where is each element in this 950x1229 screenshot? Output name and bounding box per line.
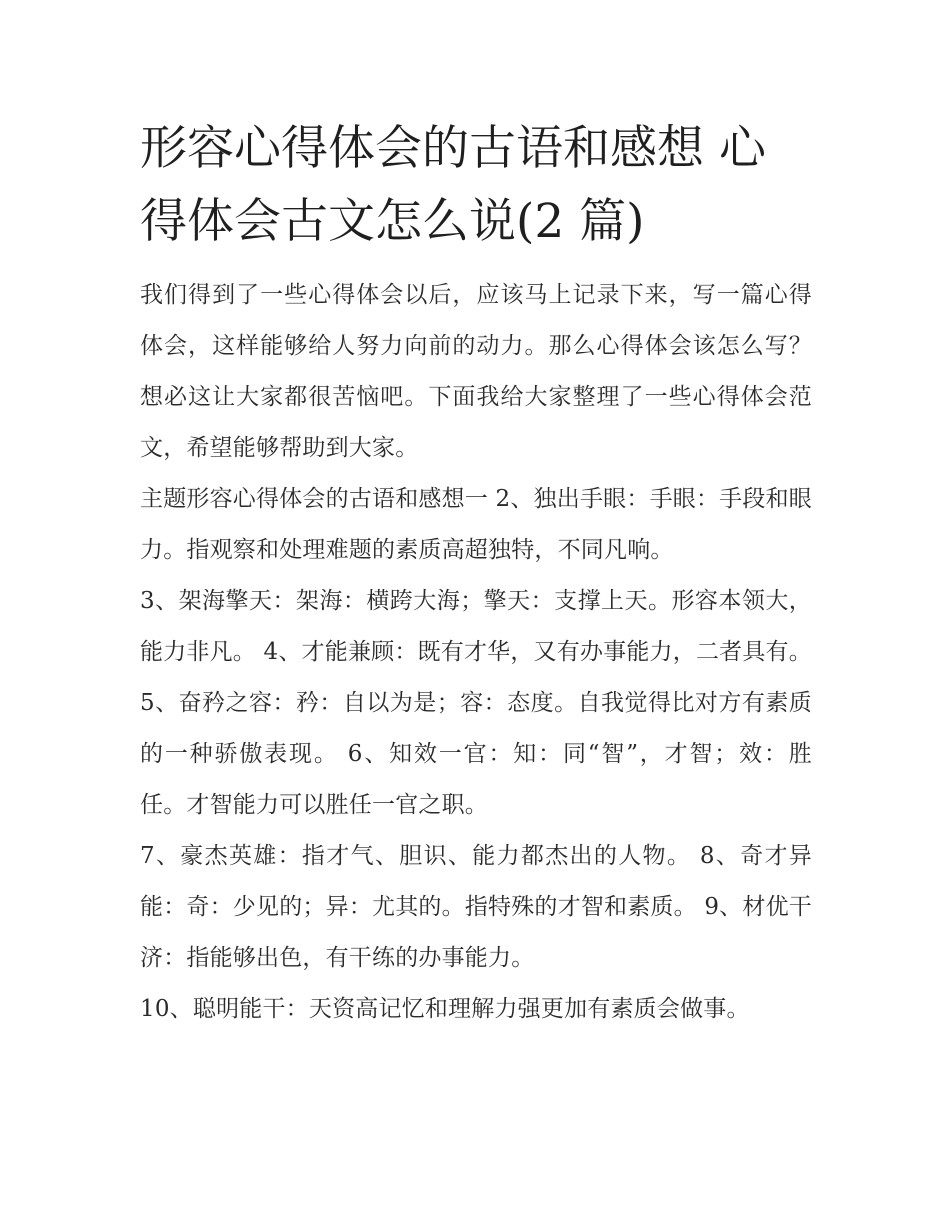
document-body [140, 112, 812, 1035]
paragraph-items-5-6: 5、奋矜之容：矜：自以为是；容：态度。自我觉得比对方有素质的一种骄傲表现。 6、知效一官：知：同“智”，才智；效：胜任。才智能力可以胜任一官之职。 [140, 690, 812, 818]
paragraph-items-3-4: 3、架海擎天：架海：横跨大海；擎天：支撑上天。形容本领大，能力非凡。 4、才能兼顾：既有才华，又有办事能力，二者具有。 [140, 588, 812, 665]
paragraph-item-2: 主题形容心得体会的古语和感想一 2、独出手眼：手眼：手段和眼力。指观察和处理难题的素质高超独特，不同凡响。 [140, 486, 812, 563]
document-title: 形容心得体会的古语和感想 心得体会古文怎么说(2 篇) [140, 121, 766, 249]
intro-paragraph: 我们得到了一些心得体会以后，应该马上记录下来，写一篇心得体会，这样能够给人努力向前的动力。那么心得体会该怎么写？想必这让大家都很苦恼吧。下面我给大家整理了一些心得体会范文，希望能够帮助到大家。 [140, 282, 812, 461]
paragraph-items-7-9: 7、豪杰英雄：指才气、胆识、能力都杰出的人物。 8、奇才异能：奇：少见的；异：尤其的。指特殊的才智和素质。 9、材优干济：指能够出色，有干练的办事能力。 [140, 843, 812, 971]
paragraph-item-10: 10、聪明能干：天资高记忆和理解力强更加有素质会做事。 [140, 996, 750, 1022]
